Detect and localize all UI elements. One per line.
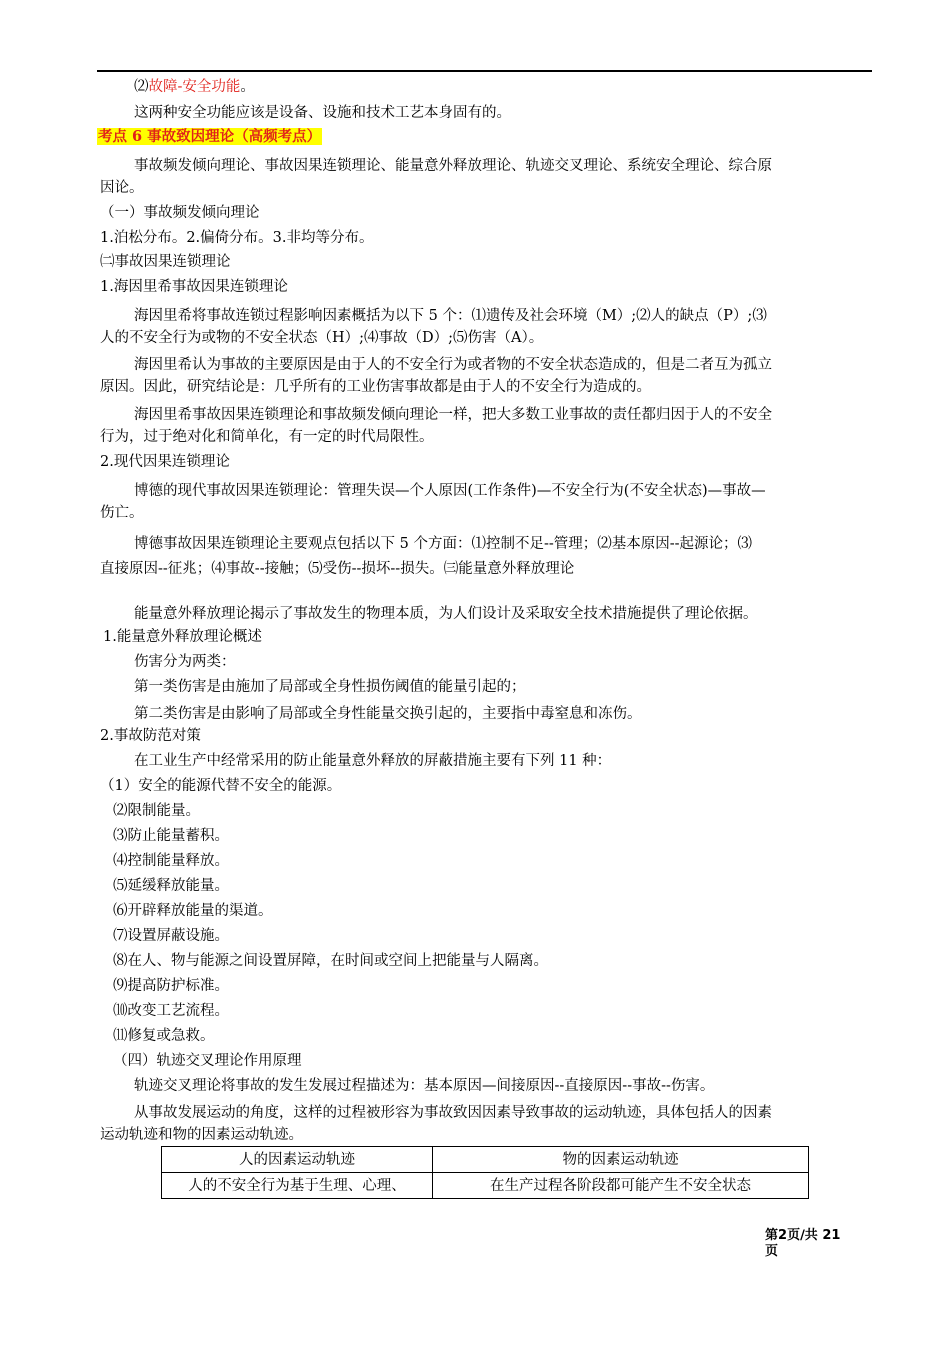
table-row bbox=[162, 1173, 809, 1199]
list-item: ⑹开辟释放能量的渠道。 bbox=[113, 903, 273, 919]
list-item: ⑻在人、物与能源之间设置屏障，在时间或空间上把能量与人隔离。 bbox=[113, 953, 548, 969]
total-pages: 21 bbox=[822, 1228, 841, 1243]
paragraph: 从事故发展运动的角度，这样的过程被形容为事故致因因素导致事故的运动轨迹，具体包括人的因素 bbox=[134, 1105, 772, 1121]
table-cell: 在生产过程各阶段都可能产生不安全状态 bbox=[433, 1173, 809, 1199]
list-item: ⑷控制能量释放。 bbox=[113, 853, 229, 869]
paragraph: 伤亡。 bbox=[100, 505, 144, 521]
table-header-cell: 人的因素运动轨迹 bbox=[162, 1147, 433, 1173]
paragraph: 因论。 bbox=[100, 180, 144, 196]
emphasis-text: 故障-安全功能 bbox=[148, 79, 241, 95]
subheading: （一）事故频发倾向理论 bbox=[100, 205, 260, 221]
list-item: ⑵限制能量。 bbox=[113, 803, 200, 819]
section-heading: 考点 6 事故致因理论（高频考点） bbox=[98, 128, 322, 145]
list-item: ⑽改变工艺流程。 bbox=[113, 1003, 229, 1019]
paragraph: 直接原因--征兆；⑷事故--接触；⑸受伤--损坏--损失。㈢能量意外释放理论 bbox=[100, 561, 575, 577]
subheading: 1.能量意外释放理论概述 bbox=[103, 629, 262, 645]
paragraph: 轨迹交叉理论将事故的发生发展过程描述为：基本原因—间接原因--直接原因--事故--伤害。 bbox=[134, 1078, 715, 1094]
paragraph: 原因。因此，研究结论是：几乎所有的工业伤害事故都是由于人的不安全行为造成的。 bbox=[100, 379, 651, 395]
list-item: ⑼提高防护标准。 bbox=[113, 978, 229, 994]
table-cell: 人的不安全行为基于生理、心理、 bbox=[162, 1173, 433, 1199]
subheading: 1.海因里希事故因果连锁理论 bbox=[100, 279, 288, 295]
paragraph: 第一类伤害是由施加了局部或全身性损伤阈值的能量引起的； bbox=[134, 679, 526, 695]
subheading: ㈡事故因果连锁理论 bbox=[100, 254, 231, 270]
paragraph: 在工业生产中经常采用的防止能量意外释放的屏蔽措施主要有下列 11 种： bbox=[134, 753, 612, 769]
subheading: （四）轨迹交叉理论作用原理 bbox=[113, 1053, 302, 1069]
page-number: 2 bbox=[778, 1228, 788, 1243]
paragraph: 行为，过于绝对化和简单化，有一定的时代局限性。 bbox=[100, 429, 434, 445]
paragraph: 伤害分为两类： bbox=[134, 654, 236, 670]
paragraph: 海因里希将事故连锁过程影响因素概括为以下 5 个：⑴遗传及社会环境（M）;⑵人的缺点（P）;⑶ bbox=[134, 308, 767, 324]
paragraph: 这两种安全功能应该是设备、设施和技术工艺本身固有的。 bbox=[134, 105, 511, 121]
paragraph: 博德事故因果连锁理论主要观点包括以下 5 个方面：⑴控制不足--管理；⑵基本原因--起源论；⑶ bbox=[134, 536, 753, 552]
header-rule bbox=[97, 70, 872, 72]
list-item: ⑶防止能量蓄积。 bbox=[113, 828, 229, 844]
page-footer: 第2页/共 21 页 bbox=[765, 1228, 841, 1259]
paragraph: 运动轨迹和物的因素运动轨迹。 bbox=[100, 1127, 303, 1143]
paragraph: 第二类伤害是由影响了局部或全身性能量交换引起的，主要指中毒窒息和冻伤。 bbox=[134, 706, 642, 722]
subheading: 2.现代因果连锁理论 bbox=[100, 454, 230, 470]
paragraph: 海因里希认为事故的主要原因是由于人的不安全行为或者物的不安全状态造成的，但是二者互为孤立 bbox=[134, 357, 772, 373]
table-header-cell: 物的因素运动轨迹 bbox=[433, 1147, 809, 1173]
paragraph: 事故频发倾向理论、事故因果连锁理论、能量意外释放理论、轨迹交叉理论、系统安全理论、综合原 bbox=[134, 158, 772, 174]
paragraph: 能量意外释放理论揭示了事故发生的物理本质，为人们设计及采取安全技术措施提供了理论依据。 bbox=[134, 606, 758, 622]
paragraph: 博德的现代事故因果连锁理论：管理失误—个人原因(工作条件)—不安全行为(不安全状态)—事故— bbox=[134, 483, 766, 499]
list-item: （1）安全的能源代替不安全的能源。 bbox=[100, 778, 342, 794]
table-header-row bbox=[162, 1147, 809, 1173]
list-item: ⑵故障-安全功能。 bbox=[134, 79, 255, 95]
paragraph: 人的不安全行为或物的不安全状态（H）;⑷事故（D）;⑸伤害（A）。 bbox=[100, 330, 544, 346]
list-item: ⑾修复或急救。 bbox=[113, 1028, 215, 1044]
paragraph: 1.泊松分布。2.偏倚分布。3.非均等分布。 bbox=[100, 230, 374, 246]
subheading: 2.事故防范对策 bbox=[100, 728, 201, 744]
trajectory-table bbox=[161, 1146, 809, 1199]
paragraph: 海因里希事故因果连锁理论和事故频发倾向理论一样，把大多数工业事故的责任都归因于人的不安全 bbox=[134, 407, 772, 423]
list-item: ⑺设置屏蔽设施。 bbox=[113, 928, 229, 944]
list-item: ⑸延缓释放能量。 bbox=[113, 878, 229, 894]
